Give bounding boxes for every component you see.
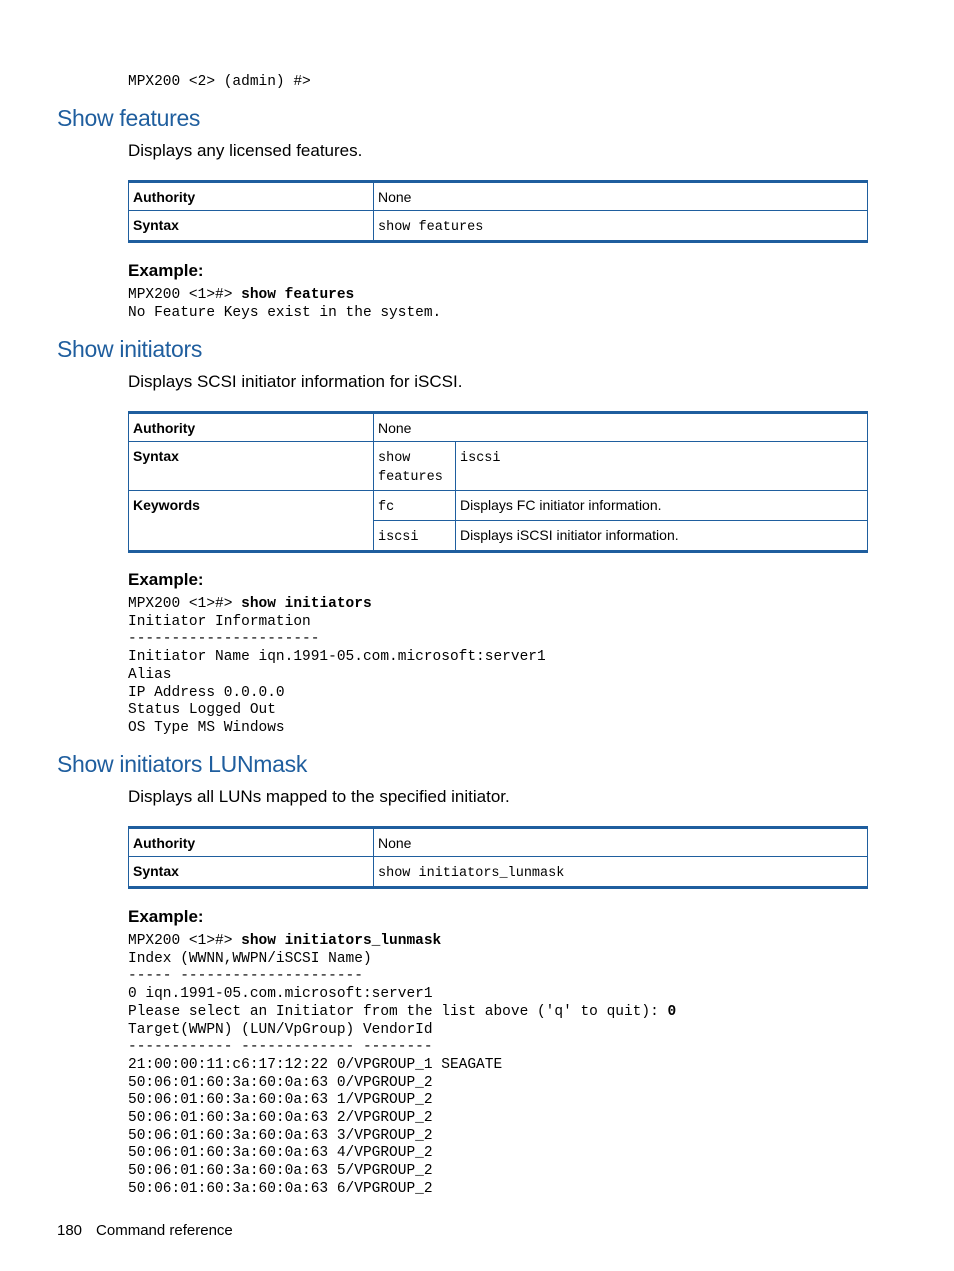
authority-label: Authority xyxy=(129,182,374,211)
authority-label: Authority xyxy=(129,828,374,857)
example-code-block xyxy=(128,287,441,322)
example-command: show initiators xyxy=(241,596,372,612)
example-prompt: MPX200 <1>#> xyxy=(128,933,242,949)
example-prompt: MPX200 <1>#> xyxy=(128,596,242,612)
example-output: No Feature Keys exist in the system. xyxy=(128,304,442,321)
section-title-show-features: Show features xyxy=(57,105,201,131)
example-user-input: 0 xyxy=(667,1003,677,1020)
example-output: Index (WWNN,WWPN/iSCSI Name) ----- --------------------- 0 iqn.1991-05.com.microsoft:server1 Please select an Initiator from the list above ('q' to quit): xyxy=(128,950,659,1020)
example-command: show initiators_lunmask xyxy=(241,933,442,949)
section-description: Displays SCSI initiator information for iSCSI. xyxy=(128,372,463,391)
example-prompt: MPX200 <1>#> xyxy=(128,287,242,303)
keyword-iscsi: iscsi xyxy=(378,530,419,545)
example-command: show features xyxy=(241,287,355,303)
command-table-show-initiators xyxy=(128,411,868,553)
syntax-value: show features xyxy=(378,451,443,485)
authority-value: None xyxy=(374,828,868,857)
example-label: Example: xyxy=(128,570,204,589)
section-title-show-initiators-lunmask: Show initiators LUNmask xyxy=(57,751,308,777)
authority-value: None xyxy=(374,182,868,211)
command-table-show-features xyxy=(128,180,868,243)
keywords-label: Keywords xyxy=(129,491,374,552)
example-label: Example: xyxy=(128,907,204,926)
syntax-value: show features xyxy=(378,220,484,235)
syntax-label: Syntax xyxy=(129,442,374,491)
command-table-show-initiators-lunmask xyxy=(128,826,868,889)
page-footer xyxy=(57,1222,233,1239)
top-prompt: MPX200 <2> (admin) #> xyxy=(128,74,311,90)
page-number: 180 xyxy=(57,1222,83,1239)
section-title-show-initiators: Show initiators xyxy=(57,336,203,362)
section-description: Displays any licensed features. xyxy=(128,141,363,160)
example-code-block xyxy=(128,596,546,738)
syntax-label: Syntax xyxy=(129,857,374,888)
syntax-value: show initiators_lunmask xyxy=(378,866,565,881)
example-label: Example: xyxy=(128,261,204,280)
authority-label: Authority xyxy=(129,413,374,442)
keyword-fc: fc xyxy=(378,500,395,515)
authority-value: None xyxy=(374,413,868,442)
keyword-description: Displays FC initiator information. xyxy=(456,491,868,521)
section-description: Displays all LUNs mapped to the specified initiator. xyxy=(128,787,510,806)
keyword-description: Displays iSCSI initiator information. xyxy=(456,521,868,552)
example-code-block xyxy=(128,933,676,1199)
example-output: Target(WWPN) (LUN/VpGroup) VendorId ------------ ------------- -------- 21:00:00:11:c6:17:12:22 0/VPGROUP_1 SEAGATE 50:06:01:60:3a:60:0a:63 0/VPGROUP_2 50:06:01:60:3a:60:0a:63 1/VPGROUP_2 50:06:01:60:3a:60:0a:63 2/VPGROUP_2 50:06:01:60:3a:60:0a:63 3/VPGROUP_2 50:06:01:60:3a:60:0a:63 4/VPGROUP_2 50:06:01:60:3a:60:0a:63 5/VPGROUP_2 50:06:01:60:3a:60:0a:63 6/VPGROUP_2 xyxy=(128,1021,503,1197)
footer-section-title: Command reference xyxy=(96,1222,233,1239)
syntax-argument: iscsi xyxy=(460,451,501,466)
syntax-label: Syntax xyxy=(129,211,374,242)
example-output: Initiator Information ---------------------- Initiator Name iqn.1991-05.com.microsoft:server1 Alias IP Address 0.0.0.0 Status Logged Out OS Type MS Windows xyxy=(128,613,546,736)
